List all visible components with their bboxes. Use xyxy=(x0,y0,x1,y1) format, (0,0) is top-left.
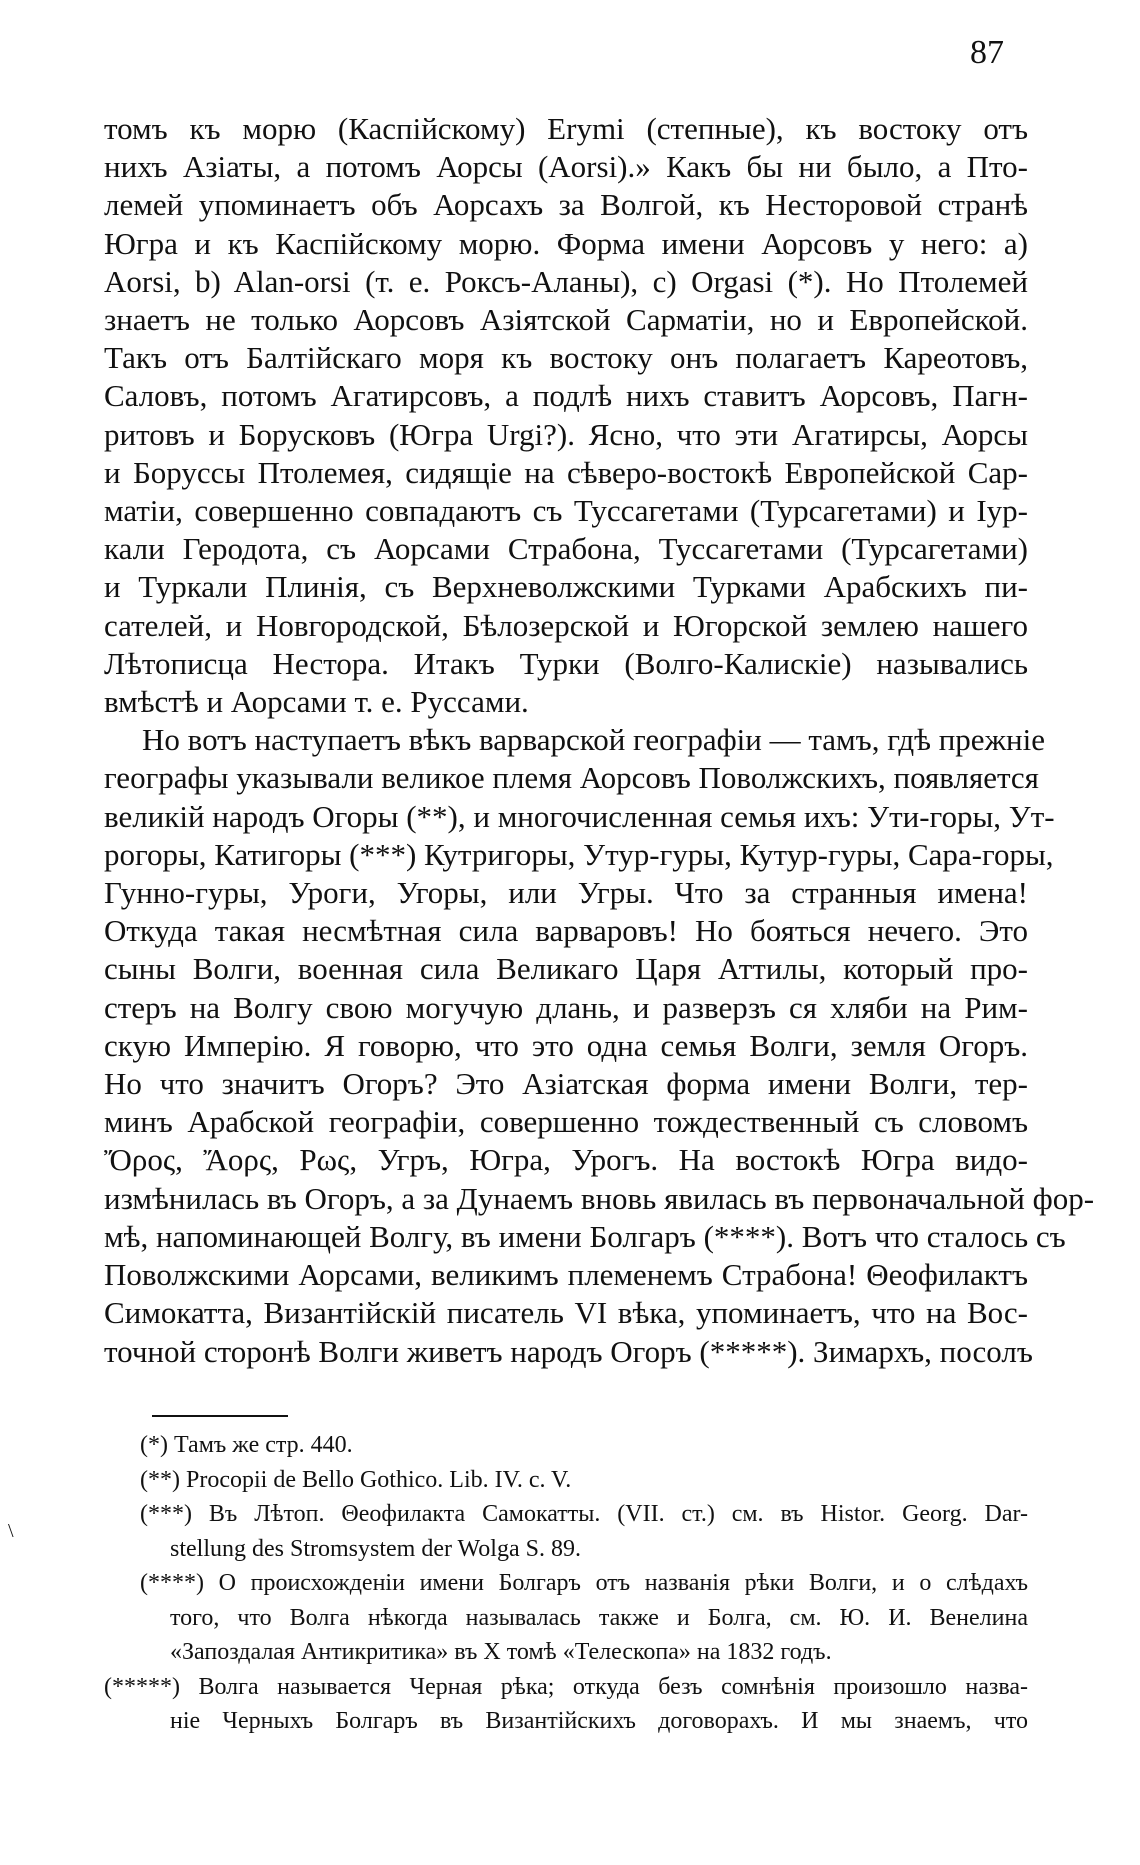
body-text xyxy=(104,110,1095,1371)
footnote-line: ніе Черныхъ Болгаръ въ Византійскихъ договорахъ. И мы знаемъ, что xyxy=(170,1708,1028,1734)
footnote-line: (*****) Волга называется Черная рѣка; откуда безъ сомнѣнія произошло назва- xyxy=(104,1673,1028,1700)
text-line: Но вотъ наступаетъ вѣкъ варварской географіи — тамъ, гдѣ прежніе xyxy=(142,722,1045,758)
text-line: сыны Волги, военная сила Великаго Царя Аттилы, который про- xyxy=(104,951,1028,987)
text-line: рогоры, Катигоры (***) Кутригоры, Утур-гуры, Кутур-гуры, Сара-горы, xyxy=(104,836,1054,872)
text-line: лемей упоминаетъ объ Аорсахъ за Волгой, къ Несторовой странѣ xyxy=(104,187,1028,223)
footnote-line: (*) Тамъ же стр. 440. xyxy=(140,1432,353,1458)
footnote-line: stellung des Stromsystem der Wolga S. 89. xyxy=(170,1535,581,1562)
text-line: Симокатта, Византійскій писатель VI вѣка, упоминаетъ, что на Вос- xyxy=(104,1295,1028,1331)
text-line: нихъ Азіаты, а потомъ Аорсы (Aorsi).» Какъ бы ни было, а Пто- xyxy=(104,149,1028,185)
text-line: скую Имперію. Я говорю, что это одна семья Волги, земля Огоръ. xyxy=(104,1027,1028,1063)
text-line: минъ Арабской географіи, совершенно тождественный съ словомъ xyxy=(104,1104,1028,1140)
text-line: и Боруссы Птолемея, сидящіе на сѣверо-востокѣ Европейской Сар- xyxy=(104,454,1028,490)
text-line: точной сторонѣ Волги живетъ народъ Огоръ (*****). Зимархъ, посолъ xyxy=(104,1333,1033,1369)
text-line: кали Геродота, съ Аорсами Страбона, Туссагетами (Турсагетами) xyxy=(104,531,1028,567)
text-line: матіи, совершенно совпадаютъ съ Туссагетами (Турсагетами) и Іур- xyxy=(104,493,1028,529)
footnote-line: (***) Въ Лѣтоп. Θеофилакта Самокатты. (VII. ст.) см. въ Histor. Georg. Dar- xyxy=(140,1501,1028,1527)
text-line: великій народъ Огоры (**), и многочисленная семья ихъ: Ути-горы, Ут- xyxy=(104,798,1055,834)
text-line: томъ къ морю (Каспійскому) Erymi (степные), къ востоку отъ xyxy=(104,111,1028,146)
text-line: Ὄρος, Ἄορς, Ρως, Угръ, Югра, Урогъ. На востокѣ Югра видо- xyxy=(104,1142,1028,1178)
footnote-line: (****) О происхожденіи имени Болгаръ отъ названія рѣки Волги, и о слѣдахъ xyxy=(140,1570,1028,1596)
text-line: знаетъ не только Аорсовъ Азіятской Сарматіи, но и Европейской. xyxy=(104,302,1028,338)
text-line: Но что значитъ Огоръ? Это Азіатская форма имени Волги, тер- xyxy=(104,1066,1028,1102)
footnotes xyxy=(104,1428,1028,1739)
footnote-divider xyxy=(152,1415,288,1417)
text-line: Гунно-гуры, Уроги, Угоры, или Угры. Что за странныя имена! xyxy=(104,875,1028,911)
text-line: Откуда такая несмѣтная сила варваровъ! Но бояться нечего. Это xyxy=(104,913,1028,949)
margin-mark: \ xyxy=(8,1520,14,1542)
text-line: сателей, и Новгородской, Бѣлозерской и Югорской землею нашего xyxy=(104,607,1028,643)
text-line: и Туркали Плинія, съ Верхневолжскими Турками Арабскихъ пи- xyxy=(104,569,1028,605)
text-line: Югра и къ Каспійскому морю. Форма имени Аорсовъ у него: a) xyxy=(104,225,1028,261)
text-line: Саловъ, потомъ Агатирсовъ, а подлѣ нихъ ставитъ Аорсовъ, Пагн- xyxy=(104,378,1028,414)
text-line: стеръ на Волгу свою могучую длань, и разверзъ ся хляби на Рим- xyxy=(104,989,1028,1025)
text-line: Лѣтописца Нестора. Итакъ Турки (Волго-Калискіе) назывались xyxy=(104,645,1028,681)
page-number: 87 xyxy=(970,34,1004,71)
text-line: Aorsi, b) Alan-orsi (т. е. Роксъ-Аланы), c) Orgasi (*). Но Птолемей xyxy=(104,263,1028,299)
footnote-line: (**) Procopii de Bello Gothico. Lib. IV. c. V. xyxy=(140,1466,572,1493)
footnote-line: того, что Волга нѣкогда называлась также и Болга, см. Ю. И. Венелина xyxy=(170,1604,1028,1631)
text-line: географы указывали великое племя Аорсовъ Поволжскихъ, появляется xyxy=(104,760,1039,796)
text-line: измѣнилась въ Огоръ, а за Дунаемъ вновь явилась въ первоначальной фор- xyxy=(104,1180,1095,1216)
text-line: вмѣстѣ и Аорсами т. е. Руссами. xyxy=(104,684,529,720)
text-line: Такъ отъ Балтійскаго моря къ востоку онъ полагаетъ Кареотовъ, xyxy=(104,340,1028,376)
text-line: мѣ, напоминающей Волгу, въ имени Болгаръ (****). Вотъ что сталось съ xyxy=(104,1218,1066,1254)
text-line: Поволжскими Аорсами, великимъ племенемъ Страбона! Θеофилактъ xyxy=(104,1257,1028,1293)
text-line: ритовъ и Борусковъ (Югра Urgi?). Ясно, что эти Агатирсы, Аорсы xyxy=(104,416,1028,452)
footnote-line: «Запоздалая Антикритика» въ X томѣ «Телескопа» на 1832 годъ. xyxy=(170,1639,832,1665)
